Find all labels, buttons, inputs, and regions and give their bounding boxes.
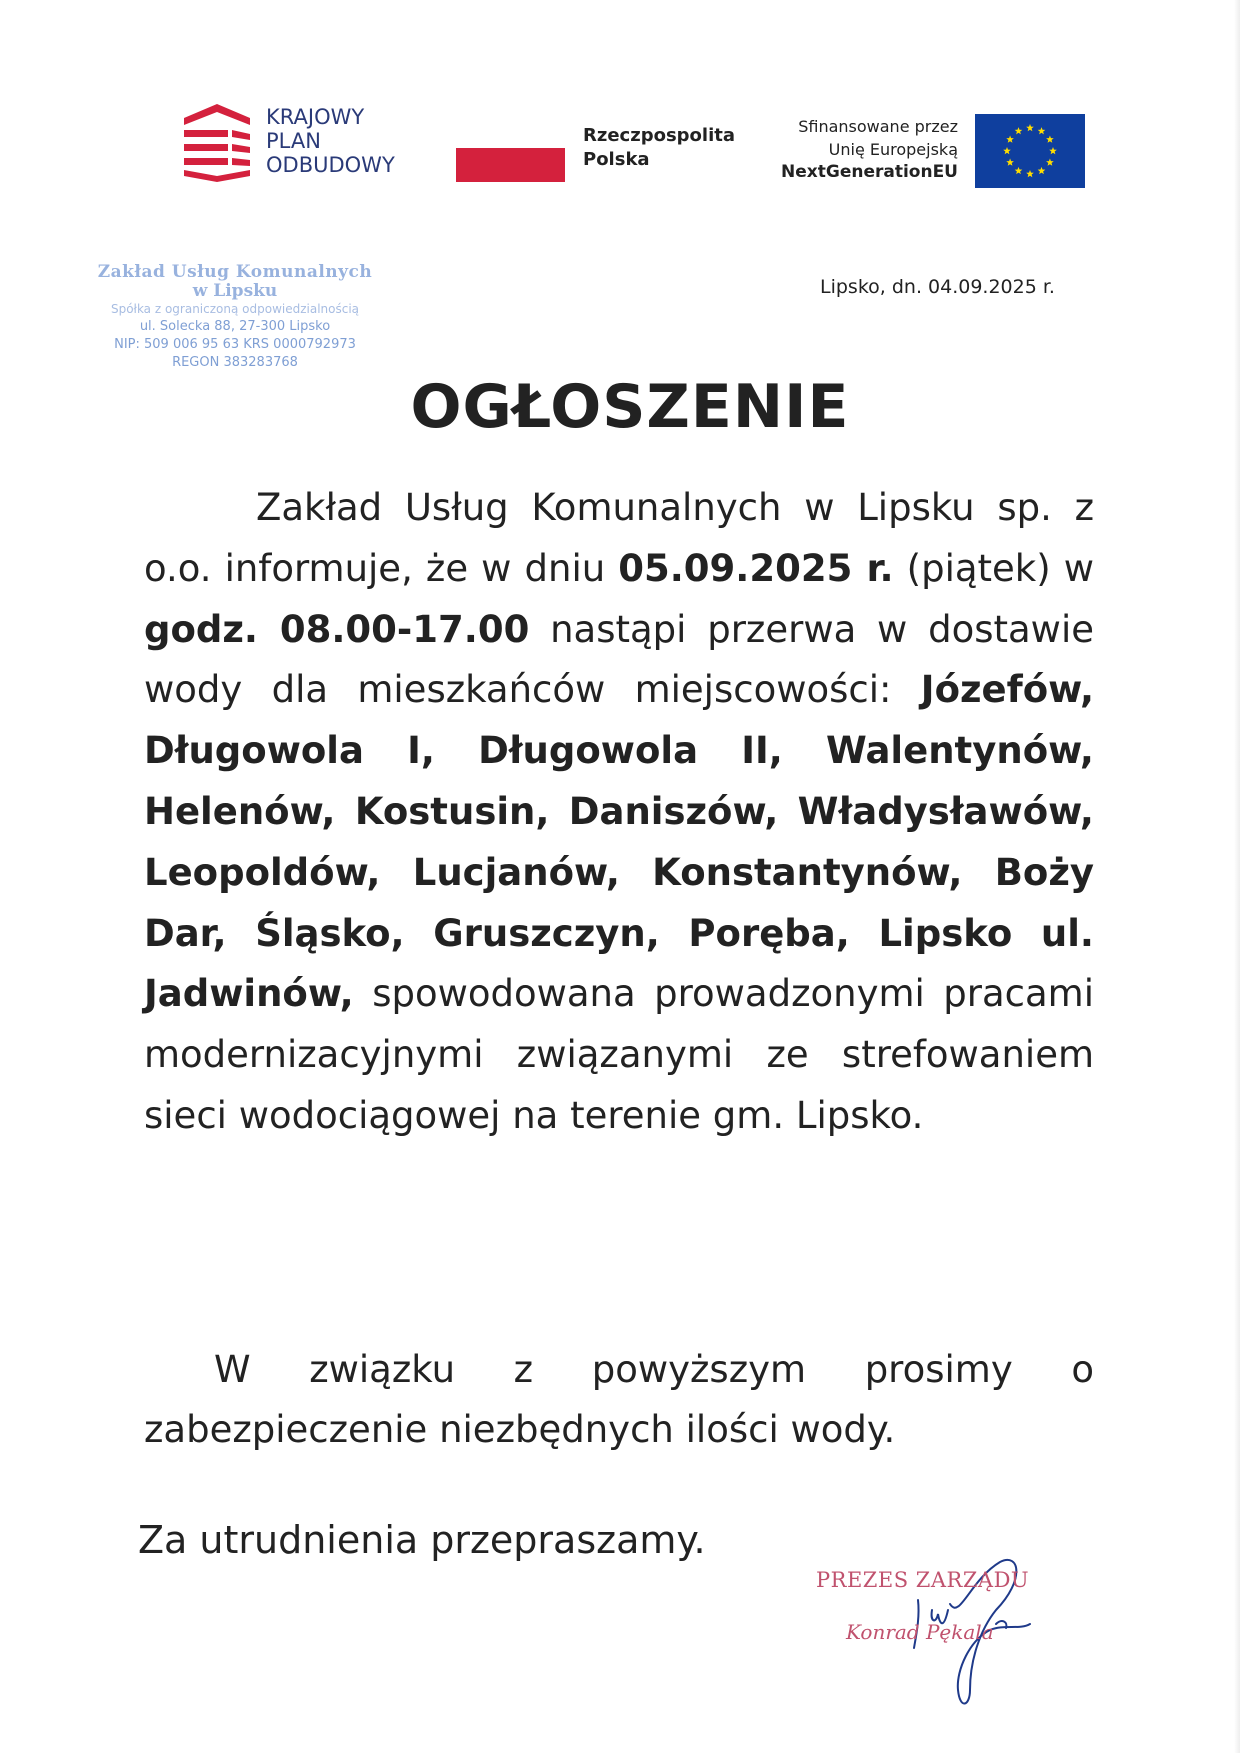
announcement-paragraph: [144, 478, 1094, 1147]
company-stamp: [90, 262, 380, 372]
stamp-line-5: NIP: 509 006 95 63 KRS 0000792973: [114, 337, 356, 352]
eu-line-3: NextGenerationEU: [781, 162, 958, 182]
stamp-line-2: w Lipsku: [192, 281, 278, 301]
p1-end: spowodowana prowadzonymi pracami modernizacyjnymi związanymi ze strefowaniem sieci wodociągowej na terenie gm. Lipsko.: [144, 972, 1094, 1137]
kpo-line-1: KRAJOWY: [266, 105, 365, 129]
kpo-line-3: ODBUDOWY: [266, 153, 395, 177]
p1-date: 05.09.2025 r.: [618, 546, 894, 590]
closing-line: Za utrudnienia przepraszamy.: [138, 1518, 706, 1562]
rp-logo-text: [583, 124, 735, 172]
p1-mid: nastąpi przerwa w dostawie wody dla mieszkańców miejscowości:: [144, 607, 1094, 712]
stamp-line-1: Zakład Usług Komunalnych: [97, 262, 373, 282]
eu-logo-text: [750, 115, 958, 184]
eu-line-1: Sfinansowane przez: [798, 117, 958, 136]
rp-line-2: Polska: [583, 149, 650, 170]
p1-intro: Zakład Usług Komunalnych w Lipsku sp. z o.o. informuje, że w dniu: [144, 486, 1094, 590]
p2-text: W związku z powyższym prosimy o zabezpieczenie niezbędnych ilości wody.: [144, 1348, 1094, 1451]
page-edge: [1234, 0, 1240, 1753]
eu-line-2: Unię Europejską: [828, 140, 958, 159]
rp-line-1: Rzeczpospolita: [583, 125, 735, 146]
eu-flag-icon: [975, 114, 1085, 188]
p1-hours: godz. 08.00-17.00: [144, 607, 530, 651]
request-paragraph: [144, 1340, 1094, 1460]
stamp-line-4: ul. Solecka 88, 27-300 Lipsko: [139, 319, 331, 334]
stamp-line-6: REGON 383283768: [172, 355, 298, 370]
stamp-line-3: Spółka z ograniczoną odpowiedzialnością: [110, 302, 360, 316]
kpo-logo-text: [266, 105, 395, 177]
p1-places: Józefów, Długowola I, Długowola II, Walentynów, Helenów, Kostusin, Daniszów, Władysławów, Leopoldów, Lucjanów, Konstantynów, Boży Dar, Śląsko, Gruszczyn, Poręba, Lipsko ul. Jadwinów,: [144, 668, 1094, 1016]
p1-day: (piątek) w: [893, 546, 1094, 590]
signature-name: Konrad Pękala: [846, 1620, 994, 1644]
page-title: OGŁOSZENIE: [410, 372, 850, 442]
kpo-line-2: PLAN: [266, 129, 321, 153]
signature-title: PREZES ZARZĄDU: [816, 1568, 1030, 1592]
document-date: Lipsko, dn. 04.09.2025 r.: [820, 276, 1055, 298]
kpo-stripes-icon: [184, 104, 250, 182]
polish-flag-icon: [456, 148, 565, 182]
